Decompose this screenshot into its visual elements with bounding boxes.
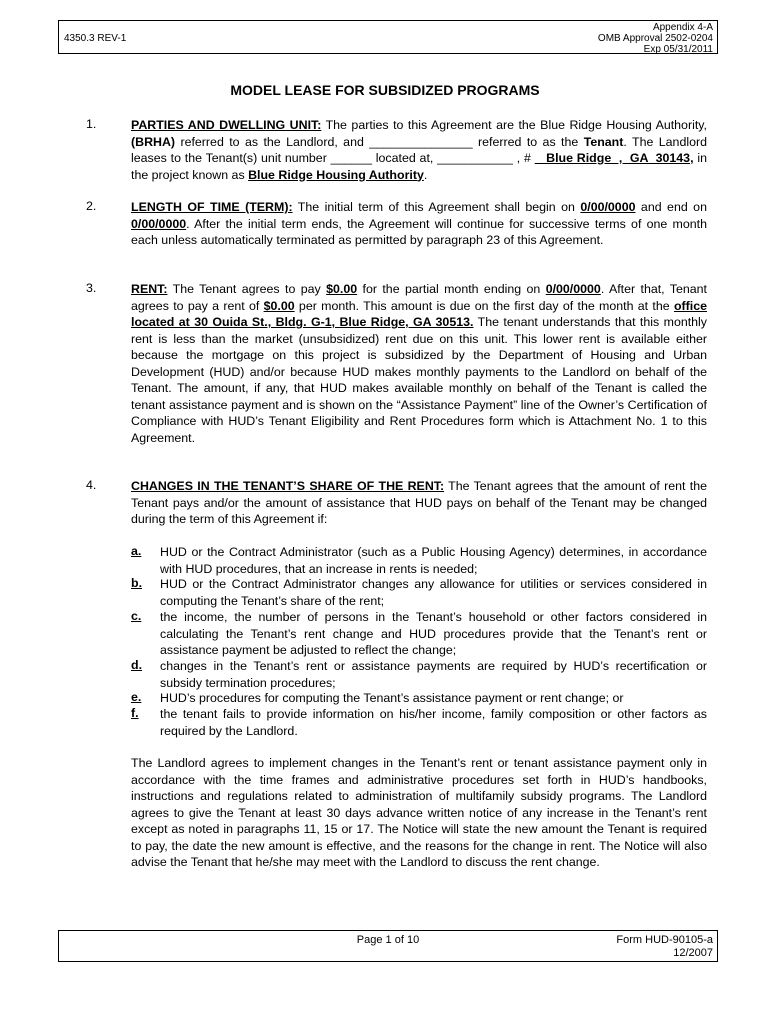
appendix-label: Appendix 4-A [652,22,713,33]
section-1-heading: PARTIES AND DWELLING UNIT: [131,118,322,132]
partial-month-end-date: 0/00/0000 [545,282,601,296]
approval-info [598,22,713,55]
section-3-heading: RENT: [131,282,168,296]
item-a-text: HUD or the Contract Administrator (such as a Public Housing Agency) determines, in accordance with HUD procedures, that an increase in rents is needed; [160,545,707,576]
expiration-date: Exp 05/31/2011 [643,44,713,55]
project-name: Blue Ridge Housing Authority [248,167,424,182]
form-number: Form HUD-90105-a [616,934,713,946]
section-2-text: LENGTH OF TIME (TERM): The initial term of this Agreement shall begin on 0/00/0000 and end on 0/00/0000. After the initial term ends, the Agreement will continue for successive terms of one month each unless automatically terminated as permitted by paragraph 23 of this Agreement. [131,200,707,247]
section-2-heading: LENGTH OF TIME (TERM): [131,200,293,214]
document-number: 4350.3 REV-1 [64,33,127,44]
term-begin-date: 0/00/0000 [580,200,636,214]
payment-office-address: office located at 30 Ouida St., Bldg. G-1, Blue Ridge, GA 30513. [131,298,707,329]
unit-address: Blue Ridge , GA 30143, [534,151,694,165]
section-1-text: PARTIES AND DWELLING UNIT: The parties to this Agreement are the Blue Ridge Housing Authority,(BRHA) referred to as the Landlord, and _______________ referred to as the Tenant. The Landlord leases to the Tenant(s) unit number ______ located at, ___________ , # Blue Ridge , GA 30143, in the project known as Blue Ridge Housing Authority. [131,118,707,182]
partial-rent-amount: $0.00 [326,282,358,296]
item-a-label: a. [131,544,142,558]
section-1-number: 1. [86,117,97,131]
item-f-text: the tenant fails to provide information on his/her income, family composition or other factors as required by the Landlord. [160,707,707,738]
item-d-text: changes in the Tenant’s rent or assistance payments are required by HUD’s recertification or subsidy termination procedures; [160,659,707,690]
brha-abbrev: (BRHA) [131,134,176,149]
item-b-label: b. [131,576,143,590]
section-4-number: 4. [86,478,97,492]
section-4-closing: The Landlord agrees to implement changes in the Tenant’s rent or tenant assistance payment only in accordance with the time frames and administrative procedures set forth in HUD’s handbooks, instructions and regulations related to administration of multifamily subsidy programs. The Landlord agrees to give the Tenant at least 30 days advance written notice of any increase in the Tenant’s rent except as noted in paragraphs 11, 15 or 17. The Notice will state the new amount the Tenant is required to pay, the date the new amount is effective, and the reasons for the change in rent. The Notice will also advise the Tenant that he/she may meet with the Landlord to discuss the rent change. [131,756,707,869]
page-title: MODEL LEASE FOR SUBSIDIZED PROGRAMS [230,82,540,98]
page-header [58,20,718,54]
item-b-text: HUD or the Contract Administrator changes any allowance for utilities or services considered in computing the Tenant’s share of the rent; [160,577,707,608]
page-footer [58,930,718,962]
item-e-text: HUD’s procedures for computing the Tenant’s assistance payment or rent change; or [160,691,624,705]
form-id [616,934,713,960]
tenant-term: Tenant [583,134,624,149]
monthly-rent-amount: $0.00 [263,298,295,313]
item-c-label: c. [131,609,142,623]
section-4-text: CHANGES IN THE TENANT’S SHARE OF THE RENT: The Tenant agrees that the amount of rent the Tenant pays and/or the amount of assistance that HUD pays on behalf of the Tenant may be changed during the term of this Agreement if: [131,479,707,526]
item-f-label: f. [131,706,139,720]
section-3-text: RENT: The Tenant agrees to pay $0.00 for the partial month ending on 0/00/0000. After that, Tenant agrees to pay a rent of $0.00 per month. This amount is due on the first day of the month at the office located at 30 Ouida St., Bldg. G-1, Blue Ridge, GA 30513. The tenant understands that this monthly rent is less than the market (unsubsidized) rent due on this unit. This lower rent is available either because the mortgage on this project is subsidized by the Department of Housing and Urban Development (HUD) and/or because HUD makes monthly payments to the Landlord on behalf of the Tenant. The amount, if any, that HUD makes available monthly on behalf of the Tenant is called the tenant assistance payment and is shown on the “Assistance Payment” line of the Owner’s Certification of Compliance with HUD’s Tenant Eligibility and Rent Procedures form which is Attachment No. 1 to this Agreement. [131,282,708,445]
item-d-label: d. [131,658,143,672]
item-e-label: e. [131,690,142,704]
section-4-heading: CHANGES IN THE TENANT’S SHARE OF THE RENT: [131,479,445,493]
item-c-text: the income, the number of persons in the Tenant’s household or other factors considered in calculating the Tenant’s rent change and HUD procedures provide that the Tenant’s rent or assistance payment be adjusted to reflect the change; [160,610,707,657]
form-date: 12/2007 [673,947,713,959]
page-number: Page 1 of 10 [356,934,420,946]
section-2-number: 2. [86,199,97,213]
omb-approval: OMB Approval 2502-0204 [597,33,713,44]
term-end-date: 0/00/0000 [131,216,187,231]
section-3-number: 3. [86,281,97,295]
